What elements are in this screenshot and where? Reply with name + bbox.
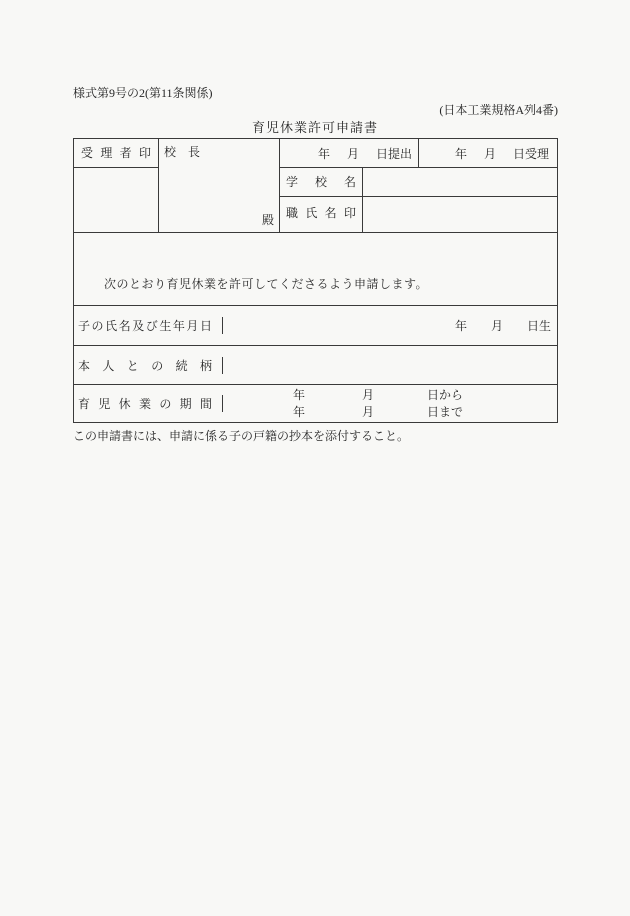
period-from-month-label: 月: [362, 387, 375, 402]
statement-text: 次のとおり育児休業を許可してくださるよう申請します。: [74, 232, 557, 305]
page-title: 育児休業許可申請書: [251, 120, 378, 135]
receipt-seal-box: [74, 168, 158, 232]
submit-year-label: 年: [317, 146, 330, 161]
child-name-row: [74, 305, 557, 345]
school-name-row: [280, 168, 557, 197]
receipt-seal-column: [74, 139, 159, 232]
period-label: 育児休業の期間: [74, 395, 223, 412]
receive-day-label: 日受理: [512, 146, 549, 161]
receive-month-label: 月: [483, 146, 496, 161]
child-name-label: 子の氏名及び生年月日: [74, 317, 223, 334]
footnote: この申請書には、申請に係る子の戸籍の抄本を添付すること。: [73, 429, 410, 443]
child-birthdate-field: [223, 306, 557, 345]
form-code: 様式第9号の2(第11条関係): [73, 86, 213, 100]
relation-field: [223, 346, 557, 384]
receive-year-label: 年: [454, 146, 467, 161]
period-from-line: [293, 387, 557, 404]
school-name-label: 学校名: [280, 168, 363, 196]
title-name-seal-field: [363, 197, 557, 232]
title-name-seal-label: 職氏名印: [280, 197, 363, 232]
school-name-field: [363, 168, 557, 196]
submit-date-cell: [280, 139, 419, 167]
receipt-seal-label: 受理者印: [74, 139, 158, 168]
period-row: [74, 384, 557, 422]
submit-month-label: 月: [346, 146, 359, 161]
child-birth-month-label: 月: [490, 319, 503, 333]
relation-label: 本人との続柄: [74, 357, 223, 374]
paper-spec: (日本工業規格A列4番): [439, 103, 558, 117]
period-to-year-label: 年: [293, 404, 306, 419]
relation-row: [74, 345, 557, 384]
period-from-day-label: 日から: [427, 387, 464, 402]
header-block: [74, 139, 557, 232]
child-birth-year-label: 年: [454, 319, 467, 333]
title-name-seal-row: [280, 197, 557, 232]
period-field: [223, 385, 557, 422]
period-to-month-label: 月: [362, 404, 375, 419]
submit-day-label: 日提出: [375, 146, 412, 161]
date-row: [280, 139, 557, 168]
receive-date-cell: [419, 139, 557, 167]
addressee-honorific: 殿: [261, 213, 274, 227]
child-birth-day-label: 日生: [526, 319, 551, 333]
period-to-day-label: 日まで: [427, 404, 464, 419]
addressee-cell: [159, 139, 280, 232]
application-form-table: [73, 138, 558, 423]
period-from-year-label: 年: [293, 387, 306, 402]
addressee-label: 校長: [164, 145, 213, 159]
period-to-line: [293, 404, 557, 421]
header-right-grid: [280, 139, 557, 232]
